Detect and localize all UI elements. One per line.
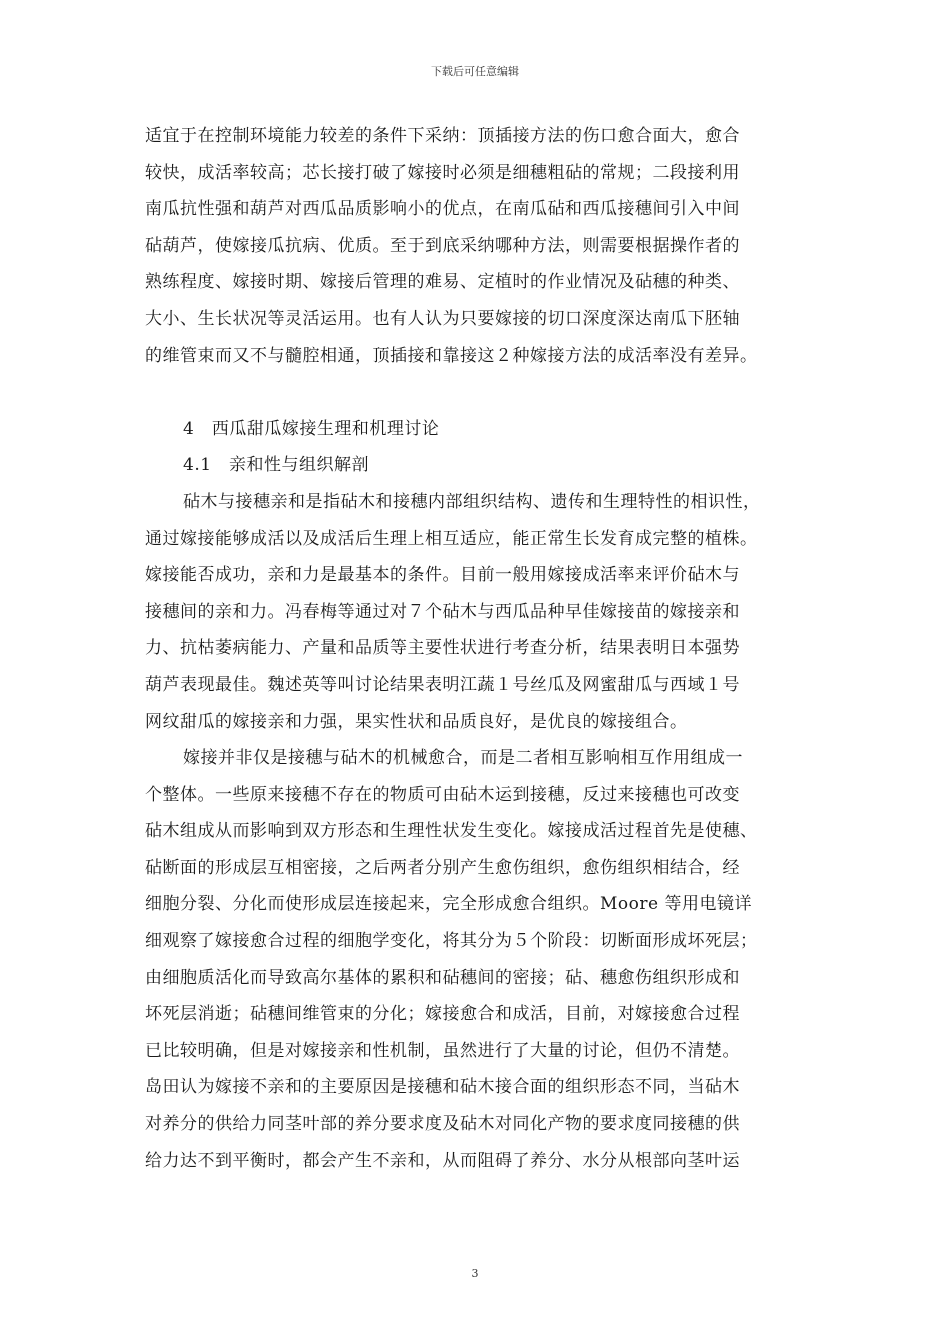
paragraph-line: 砧木组成从而影响到双方形态和生理性状发生变化。嫁接成活过程首先是使穗、 [145, 821, 758, 842]
paragraph-line: 对养分的供给力同茎叶部的养分要求度及砧木对同化产物的要求度同接穗的供 [145, 1114, 740, 1135]
paragraph-line: 砧葫芦，使嫁接瓜抗病、优质。至于到底采纳哪种方法，则需要根据操作者的 [145, 235, 740, 256]
paragraph-line: 较快，成活率较高；芯长接打破了嫁接时必须是细穗粗砧的常规；二段接利用 [145, 162, 740, 183]
paragraph-line: 接穗间的亲和力。冯春梅等通过对７个砧木与西瓜品种早佳嫁接苗的嫁接亲和 [145, 601, 740, 622]
paragraph-line: 个整体。一些原来接穗不存在的物质可由砧木运到接穗，反过来接穗也可改变 [145, 784, 740, 805]
paragraph-line: 给力达不到平衡时，都会产生不亲和，从而阻碍了养分、水分从根部向茎叶运 [145, 1150, 740, 1171]
page-number: 3 [471, 1267, 479, 1280]
paragraph-line: 大小、生长状况等灵活运用。也有人认为只要嫁接的切口深度深达南瓜下胚轴 [145, 308, 740, 329]
paragraph-line: 由细胞质活化而导致高尔基体的累积和砧穗间的密接；砧、穗愈伤组织形成和 [145, 967, 740, 988]
section-heading: 4 西瓜甜瓜嫁接生理和机理讨论 [183, 418, 440, 439]
paragraph-line: 网纹甜瓜的嫁接亲和力强，果实性状和品质良好，是优良的嫁接组合。 [145, 711, 688, 732]
paragraph-line: 岛田认为嫁接不亲和的主要原因是接穗和砧木接合面的组织形态不同，当砧木 [145, 1077, 740, 1098]
paragraph-line: 砧断面的形成层互相密接，之后两者分别产生愈伤组织，愈伤组织相结合，经 [145, 857, 740, 878]
subsection-heading: 4.1 亲和性与组织解剖 [183, 455, 370, 476]
paragraph-line: 已比较明确，但是对嫁接亲和性机制，虽然进行了大量的讨论，但仍不清楚。 [145, 1040, 740, 1061]
document-body [145, 118, 819, 1179]
paragraph-line: 的维管束而又不与髓腔相通，顶插接和靠接这２种嫁接方法的成活率没有差异。 [145, 345, 758, 366]
paragraph-line: 葫芦表现最佳。魏述英等叫讨论结果表明江蔬１号丝瓜及网蜜甜瓜与西域１号 [145, 674, 740, 695]
paragraph-line: 通过嫁接能够成活以及成活后生理上相互适应，能正常生长发育成完整的植株。 [145, 528, 758, 549]
paragraph-line: 力、抗枯萎病能力、产量和品质等主要性状进行考查分析，结果表明日本强势 [145, 638, 740, 659]
paragraph-line: 嫁接能否成功，亲和力是最基本的条件。目前一般用嫁接成活率来评价砧木与 [145, 565, 740, 586]
blank-line [145, 374, 819, 411]
paragraph-line: 适宜于在控制环境能力较差的条件下采纳：顶插接方法的伤口愈合面大，愈合 [145, 126, 740, 146]
paragraph-line: 南瓜抗性强和葫芦对西瓜品质影响小的优点，在南瓜砧和西瓜接穗间引入中间 [145, 199, 740, 220]
page-header: 下载后可任意编辑 [431, 65, 519, 78]
paragraph-line: 砧木与接穗亲和是指砧木和接穗内部组织结构、遗传和生理特性的相识性， [183, 491, 761, 512]
paragraph-line: 坏死层消逝；砧穗间维管束的分化；嫁接愈合和成活，目前，对嫁接愈合过程 [145, 1004, 740, 1025]
paragraph-line: 嫁接并非仅是接穗与砧木的机械愈合，而是二者相互影响相互作用组成一 [183, 748, 743, 769]
paragraph-line: 细观察了嫁接愈合过程的细胞学变化，将其分为５个阶段：切断面形成坏死层； [145, 931, 758, 952]
paragraph-line: 熟练程度、嫁接时期、嫁接后管理的难易、定植时的作业情况及砧穗的种类、 [145, 272, 740, 293]
paragraph-line: 细胞分裂、分化而使形成层连接起来，完全形成愈合组织。Moore 等用电镜详 [145, 894, 752, 915]
